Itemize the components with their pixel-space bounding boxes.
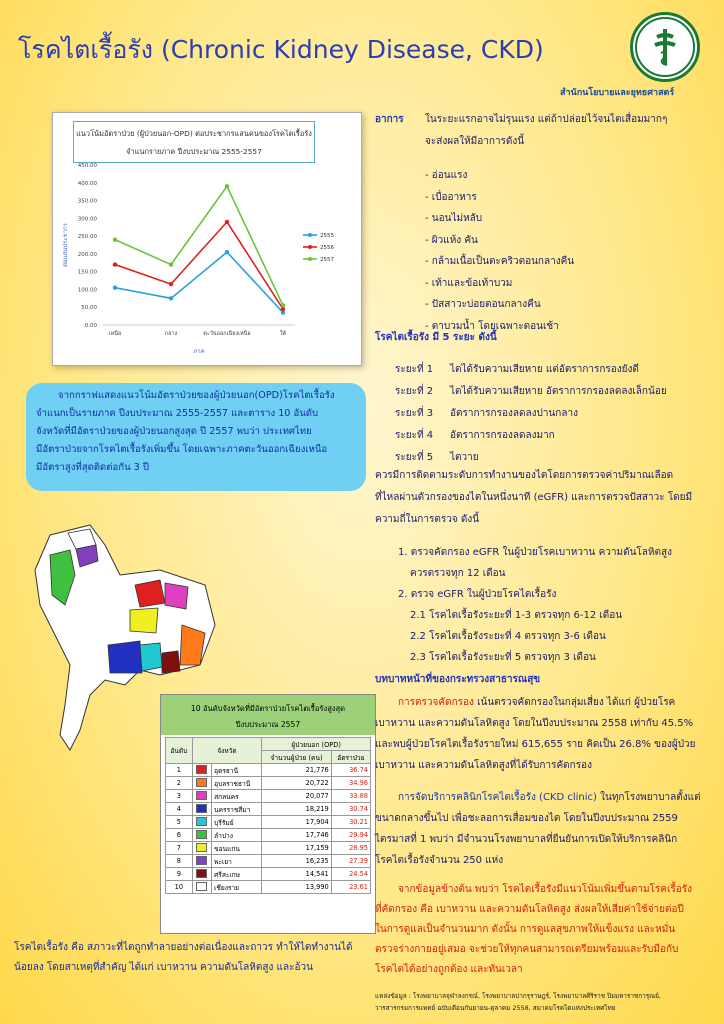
role-p2-lead: การจัดบริการคลินิกโรคไตเรื้อรัง (CKD clinic) [398, 792, 597, 803]
table-row [166, 881, 371, 894]
conclusion-text: ตรวจร่างกายอยู่เสมอ จะช่วยให้ทุกคนสามารถเตรียมพร้อมและรับมือกับ [375, 944, 679, 955]
summary-line: มีอัตราสูงที่สุดติดต่อกัน 3 ปี [36, 462, 149, 473]
cell-rate: 30.21 [331, 816, 370, 829]
x-tick-label: ใต้ [279, 331, 287, 337]
summary-box [26, 383, 366, 491]
cell-rank: 3 [166, 790, 193, 803]
symptom-item: - อ่อนแรง [425, 170, 468, 181]
cell-count: 17,746 [262, 829, 331, 842]
cell-province: ศรีสะเกษ [212, 868, 262, 881]
cell-province: พะเยา [212, 855, 262, 868]
cell-province: นครราชสีมา [212, 803, 262, 816]
y-tick-label: 150.00 [77, 269, 97, 276]
role-p1-text: เน้นตรวจคัดกรองในกลุ่มเสี่ยง ได้แก่ ผู้ป่วยโรค [473, 697, 676, 708]
y-tick-label: 50.00 [81, 305, 97, 312]
cell-province: อุบลราชธานี [212, 777, 262, 790]
role-p1-text: เบาหวาน และความดันโลหิตสูงที่ได้รับการคัดกรอง [375, 760, 592, 771]
stage-number: ระยะที่ 2 [395, 386, 434, 397]
color-swatch [196, 791, 207, 800]
cell-rank: 9 [166, 868, 193, 881]
color-swatch [196, 882, 207, 891]
role-p1 [398, 695, 675, 710]
col-group-header: ผู้ป่วยนอก (OPD) [262, 738, 371, 751]
data-point-2557 [113, 237, 117, 241]
map-province-udon [135, 580, 165, 607]
symptom-item: - กล้ามเนื้อเป็นตะคริวตอนกลางคืน [425, 256, 575, 267]
cell-rank: 2 [166, 777, 193, 790]
summary-line: จากกราฟแสดงแนวโน้มอัตราป่วยของผู้ป่วยนอก(OPD)โรคไตเรื้อรัง [58, 390, 335, 401]
chart-title: แนวโน้มอัตราป่วย (ผู้ป่วยนอก-OPD) ต่อประชากรแสนคนของโรคไตเรื้อรัง [76, 129, 312, 138]
y-tick-label: 400.00 [77, 180, 97, 187]
data-point-2556 [113, 262, 117, 266]
map-province-buriram [140, 643, 162, 671]
role-p2-text: ไตรมาสที่ 1 พบว่า มีจำนวนโรงพยาบาลที่ยืนยันการเปิดให้บริการคลินิก [375, 834, 678, 845]
source-line: วารสารกรมการแพทย์ ฉบับเดือนกันยายน-ตุลาคม 2558, สมาคมโรคไตแห่งประเทศไทย [375, 1004, 616, 1012]
map-province-sisaket [162, 651, 180, 673]
table-row [166, 855, 371, 868]
cell-rate: 29.94 [331, 829, 370, 842]
ministry-logo [630, 12, 700, 82]
cell-province: อุดรธานี [212, 764, 262, 777]
color-swatch-cell [192, 881, 211, 894]
col-count-header: จำนวนผู้ป่วย (คน) [262, 751, 331, 764]
role-p2-text: ในทุกโรงพยาบาลตั้งแต่ [596, 792, 701, 803]
page-title: โรคไตเรื้อรัง (Chronic Kidney Disease, CKD) [18, 35, 544, 64]
y-tick-label: 0.00 [84, 323, 97, 329]
conclusion-text: ที่คัดกรอง คือ เบาหวาน และความดันโลหิตสูง ส่งผลให้เสียค่าใช้จ่ายต่อปี [375, 904, 684, 915]
summary-line: มีอัตราป่วยจากโรคไตเรื้อรังเพิ่มขึ้น โดยเฉพาะภาคตะวันออกเฉียงเหนือ [36, 444, 328, 455]
data-point-2557 [169, 262, 173, 266]
legend-label: 2556 [320, 245, 334, 251]
cell-count: 20,722 [262, 777, 331, 790]
data-point-2556 [169, 282, 173, 286]
y-tick-label: 450.00 [77, 163, 97, 169]
data-point-2556 [225, 220, 229, 224]
legend-marker-2556 [308, 245, 312, 249]
symptoms-intro: จะส่งผลให้มีอาการดังนี้ [425, 136, 525, 147]
color-swatch-cell [192, 816, 211, 829]
cell-count: 20,077 [262, 790, 331, 803]
table-row [166, 803, 371, 816]
col-rate-header: อัตราป่วย [331, 751, 370, 764]
y-tick-label: 350.00 [77, 198, 97, 205]
symptom-item: - ผิวแห้ง คัน [425, 234, 478, 246]
table-row [166, 829, 371, 842]
role-p2-text: ขนาดกลางขึ้นไป เพื่อชะลอการเสื่อมของไต โดยในปีงบประมาณ 2559 [375, 813, 678, 824]
cell-count: 13,990 [262, 881, 331, 894]
role-p1-text: และพบผู้ป่วยโรคไตเรื้อรังรายใหม่ 615,655 ราย คิดเป็น 26.8% ของผู้ป่วย [375, 739, 696, 750]
legend-marker-2557 [308, 257, 312, 261]
stage-number: ระยะที่ 4 [395, 430, 434, 441]
symptom-item: - ปัสสาวะบ่อยตอนกลางคืน [425, 299, 541, 310]
symptom-item: - ตาบวมน้ำ โดยเฉพาะตอนเช้า [425, 320, 559, 332]
top10-table-card [160, 694, 376, 934]
y-tick-label: 100.00 [77, 287, 97, 294]
stage-number: ระยะที่ 3 [395, 408, 434, 419]
x-tick-label: เหนือ [108, 331, 122, 337]
col-province-header: จังหวัด [192, 738, 262, 764]
table-row [166, 816, 371, 829]
ckd-definition: โรคไตเรื้อรัง คือ สภาวะที่ไตถูกทำลายอย่างต่อเนื่องและถาวร ทำให้ไตทำงานได้น้อยลง โดยสาเหตุที่สำคัญ ได้แก่ เบาหวาน ความดันโลหิตสูง และอ้วน [14, 942, 353, 973]
color-swatch-cell [192, 764, 211, 777]
color-swatch-cell [192, 868, 211, 881]
line-chart [53, 113, 361, 365]
monitoring-item: 2.1 โรคไตเรื้อรังระยะที่ 1-3 ตรวจทุก 6-12 เดือน [410, 610, 623, 621]
cell-rate: 27.39 [331, 855, 370, 868]
monitoring-item: 1. ตรวจคัดกรอง eGFR ในผู้ป่วยโรคเบาหวาน ความดันโลหิตสูง [398, 547, 672, 558]
legend-label: 2557 [320, 257, 334, 263]
conclusion-text: ในการดูแลเป็นจำนวนมาก ดังนั้น การดูแลสุขภาพให้แข็งแรง และหมั่น [375, 924, 676, 935]
chart-card [52, 112, 362, 366]
monitoring-item: ควรตรวจทุก 12 เดือน [410, 568, 506, 579]
cell-rank: 1 [166, 764, 193, 777]
table-header-band [161, 695, 375, 735]
source-note [375, 990, 661, 1014]
cell-rank: 5 [166, 816, 193, 829]
map-province-khonkaen [130, 608, 158, 633]
summary-line: จำแนกเป็นรายภาค ปีงบประมาณ 2555-2557 และตาราง 10 อันดับ [36, 408, 319, 419]
symptom-item: - นอนไม่หลับ [425, 213, 483, 224]
y-axis-label: ต่อแสนประชากร [62, 223, 69, 267]
color-swatch [196, 778, 207, 787]
table-row [166, 790, 371, 803]
stage-description: ไตวาย [450, 452, 479, 463]
legend-marker-2555 [308, 233, 312, 237]
cell-count: 17,159 [262, 842, 331, 855]
table-header-row [166, 738, 371, 751]
stage-description: อัตราการกรองลดลงมาก [450, 430, 555, 441]
cell-rate: 23.61 [331, 881, 370, 894]
cell-rank: 6 [166, 829, 193, 842]
monitoring-item: 2. ตรวจ eGFR ในผู้ป่วยโรคไตเรื้อรัง [398, 589, 557, 600]
table-row [166, 777, 371, 790]
color-swatch [196, 843, 207, 852]
cell-rate: 33.88 [331, 790, 370, 803]
cell-rank: 4 [166, 803, 193, 816]
data-point-2555 [169, 296, 173, 300]
color-swatch [196, 804, 207, 813]
table-row [166, 842, 371, 855]
stage-description: ไตได้รับความเสียหาย อัตราการกรองลดลงเล็กน้อย [450, 386, 667, 397]
symptom-item: - เท้าและข้อเท้าบวม [425, 277, 513, 289]
cell-count: 14,541 [262, 868, 331, 881]
color-swatch-cell [192, 855, 211, 868]
stages-heading: โรคไตเรื้อรัง มี 5 ระยะ ดังนี้ [375, 332, 497, 343]
top10-table [165, 737, 371, 894]
data-point-2557 [281, 303, 285, 307]
color-swatch-cell [192, 842, 211, 855]
color-swatch [196, 856, 207, 865]
x-tick-label: กลาง [164, 331, 178, 337]
summary-line: จังหวัดที่มีอัตราป่วยของผู้ป่วยนอกสูงสุด ปี 2557 พบว่า ประเทศไทย [36, 426, 312, 437]
stage-number: ระยะที่ 5 [395, 452, 434, 463]
monitoring-text: ที่ไหลผ่านตัวกรองของไตในหนึ่งนาที (eGFR) และการตรวจปัสสาวะ โดยมี [375, 492, 693, 503]
color-swatch-cell [192, 829, 211, 842]
color-swatch [196, 869, 207, 878]
col-rank-header: อันดับ [166, 738, 193, 764]
source-line: แหล่งข้อมูล : โรงพยาบาลจุฬาลงกรณ์, โรงพยาบาลปากรุราษฎร์, โรงพยาบาลศิริราช ปิยมหาราชการุณย์, [375, 992, 661, 1000]
cell-count: 16,235 [262, 855, 331, 868]
cell-province: สกลนคร [212, 790, 262, 803]
table-row [166, 764, 371, 777]
stage-description: ไตได้รับความเสียหาย แต่อัตราการกรองยังดี [450, 364, 639, 375]
role-p1-text: เบาหวาน และความดันโลหิตสูง โดยในปีงบประมาณ 2558 เท่ากับ 45.5% [375, 718, 694, 729]
color-swatch-cell [192, 790, 211, 803]
monitoring-text: ความถี่ในการตรวจ ดังนี้ [375, 514, 480, 525]
stage-number: ระยะที่ 1 [395, 364, 434, 375]
role-p2 [398, 790, 701, 805]
role-p1-lead: การตรวจคัดกรอง [398, 697, 474, 708]
y-tick-label: 200.00 [77, 251, 97, 258]
conclusion-text: จากข้อมูลข้างต้น พบว่า โรคไตเรื้อรังมีแนวโน้มเพิ่มขึ้นตามโรคเรื้อรัง [398, 884, 693, 895]
cell-province: เชียงราย [212, 881, 262, 894]
conclusion-text: โรคไตได้อย่างถูกต้อง และทันเวลา [375, 964, 523, 975]
data-point-2555 [225, 250, 229, 254]
color-swatch [196, 830, 207, 839]
color-swatch-cell [192, 777, 211, 790]
cell-rate: 34.96 [331, 777, 370, 790]
map-province-sakon [165, 583, 188, 609]
legend-label: 2555 [320, 233, 334, 239]
cell-province: บุรีรัมย์ [212, 816, 262, 829]
cell-rate: 36.74 [331, 764, 370, 777]
cell-province: ขอนแก่น [212, 842, 262, 855]
cell-count: 17,904 [262, 816, 331, 829]
cell-count: 18,219 [262, 803, 331, 816]
y-tick-label: 300.00 [77, 216, 97, 223]
symptoms-label: อาการ [375, 114, 404, 125]
y-tick-label: 250.00 [77, 234, 97, 241]
ministry-emblem-icon [633, 15, 697, 79]
color-swatch [196, 765, 207, 774]
cell-rank: 10 [166, 881, 193, 894]
role-heading: บทบาทหน้าที่ของกระทรวงสาธารณสุข [375, 674, 541, 685]
stage-description: อัตราการกรองลดลงปานกลาง [450, 408, 578, 419]
color-swatch-cell [192, 803, 211, 816]
cell-rank: 7 [166, 842, 193, 855]
table-subtitle: ปีงบประมาณ 2557 [235, 720, 301, 729]
monitoring-text: ควรมีการติดตามระดับการทำงานของไตโดยการตรวจค่าปริมาณเลือด [375, 470, 674, 481]
symptoms-intro: ในระยะแรกอาจไม่รุนแรง แต่ถ้าปล่อยไว้จนไตเสื่อมมากๆ [425, 114, 668, 125]
chart-subtitle: จำแนกรายภาค ปีงบประมาณ 2555-2557 [126, 147, 262, 156]
series-line-2557 [115, 186, 283, 305]
series-line-2556 [115, 222, 283, 309]
x-axis-label: ภาค [193, 348, 205, 355]
symptom-item: - เบื่ออาหาร [425, 191, 477, 203]
cell-rate: 28.95 [331, 842, 370, 855]
x-tick-label: ตะวันออกเฉียงเหนือ [203, 331, 251, 337]
cell-rate: 30.74 [331, 803, 370, 816]
role-p2-text: โรคไตเรื้อรังจำนวน 250 แห่ง [375, 855, 504, 866]
office-name: สำนักนโยบายและยุทธศาสตร์ [560, 88, 675, 98]
monitoring-item: 2.2 โรคไตเรื้อรังระยะที่ 4 ตรวจทุก 3-6 เดือน [410, 631, 606, 642]
table-title: 10 อันดับจังหวัดที่มีอัตราป่วยโรคไตเรื้อรังสูงสุด [190, 704, 346, 713]
cell-province: ลำปาง [212, 829, 262, 842]
data-point-2555 [113, 285, 117, 289]
map-province-korat [108, 641, 142, 673]
cell-rank: 8 [166, 855, 193, 868]
series-line-2555 [115, 252, 283, 312]
cell-rate: 24.54 [331, 868, 370, 881]
color-swatch [196, 817, 207, 826]
monitoring-item: 2.3 โรคไตเรื้อรังระยะที่ 5 ตรวจทุก 3 เดือน [410, 652, 596, 663]
cell-count: 21,776 [262, 764, 331, 777]
data-point-2557 [225, 184, 229, 188]
table-row [166, 868, 371, 881]
